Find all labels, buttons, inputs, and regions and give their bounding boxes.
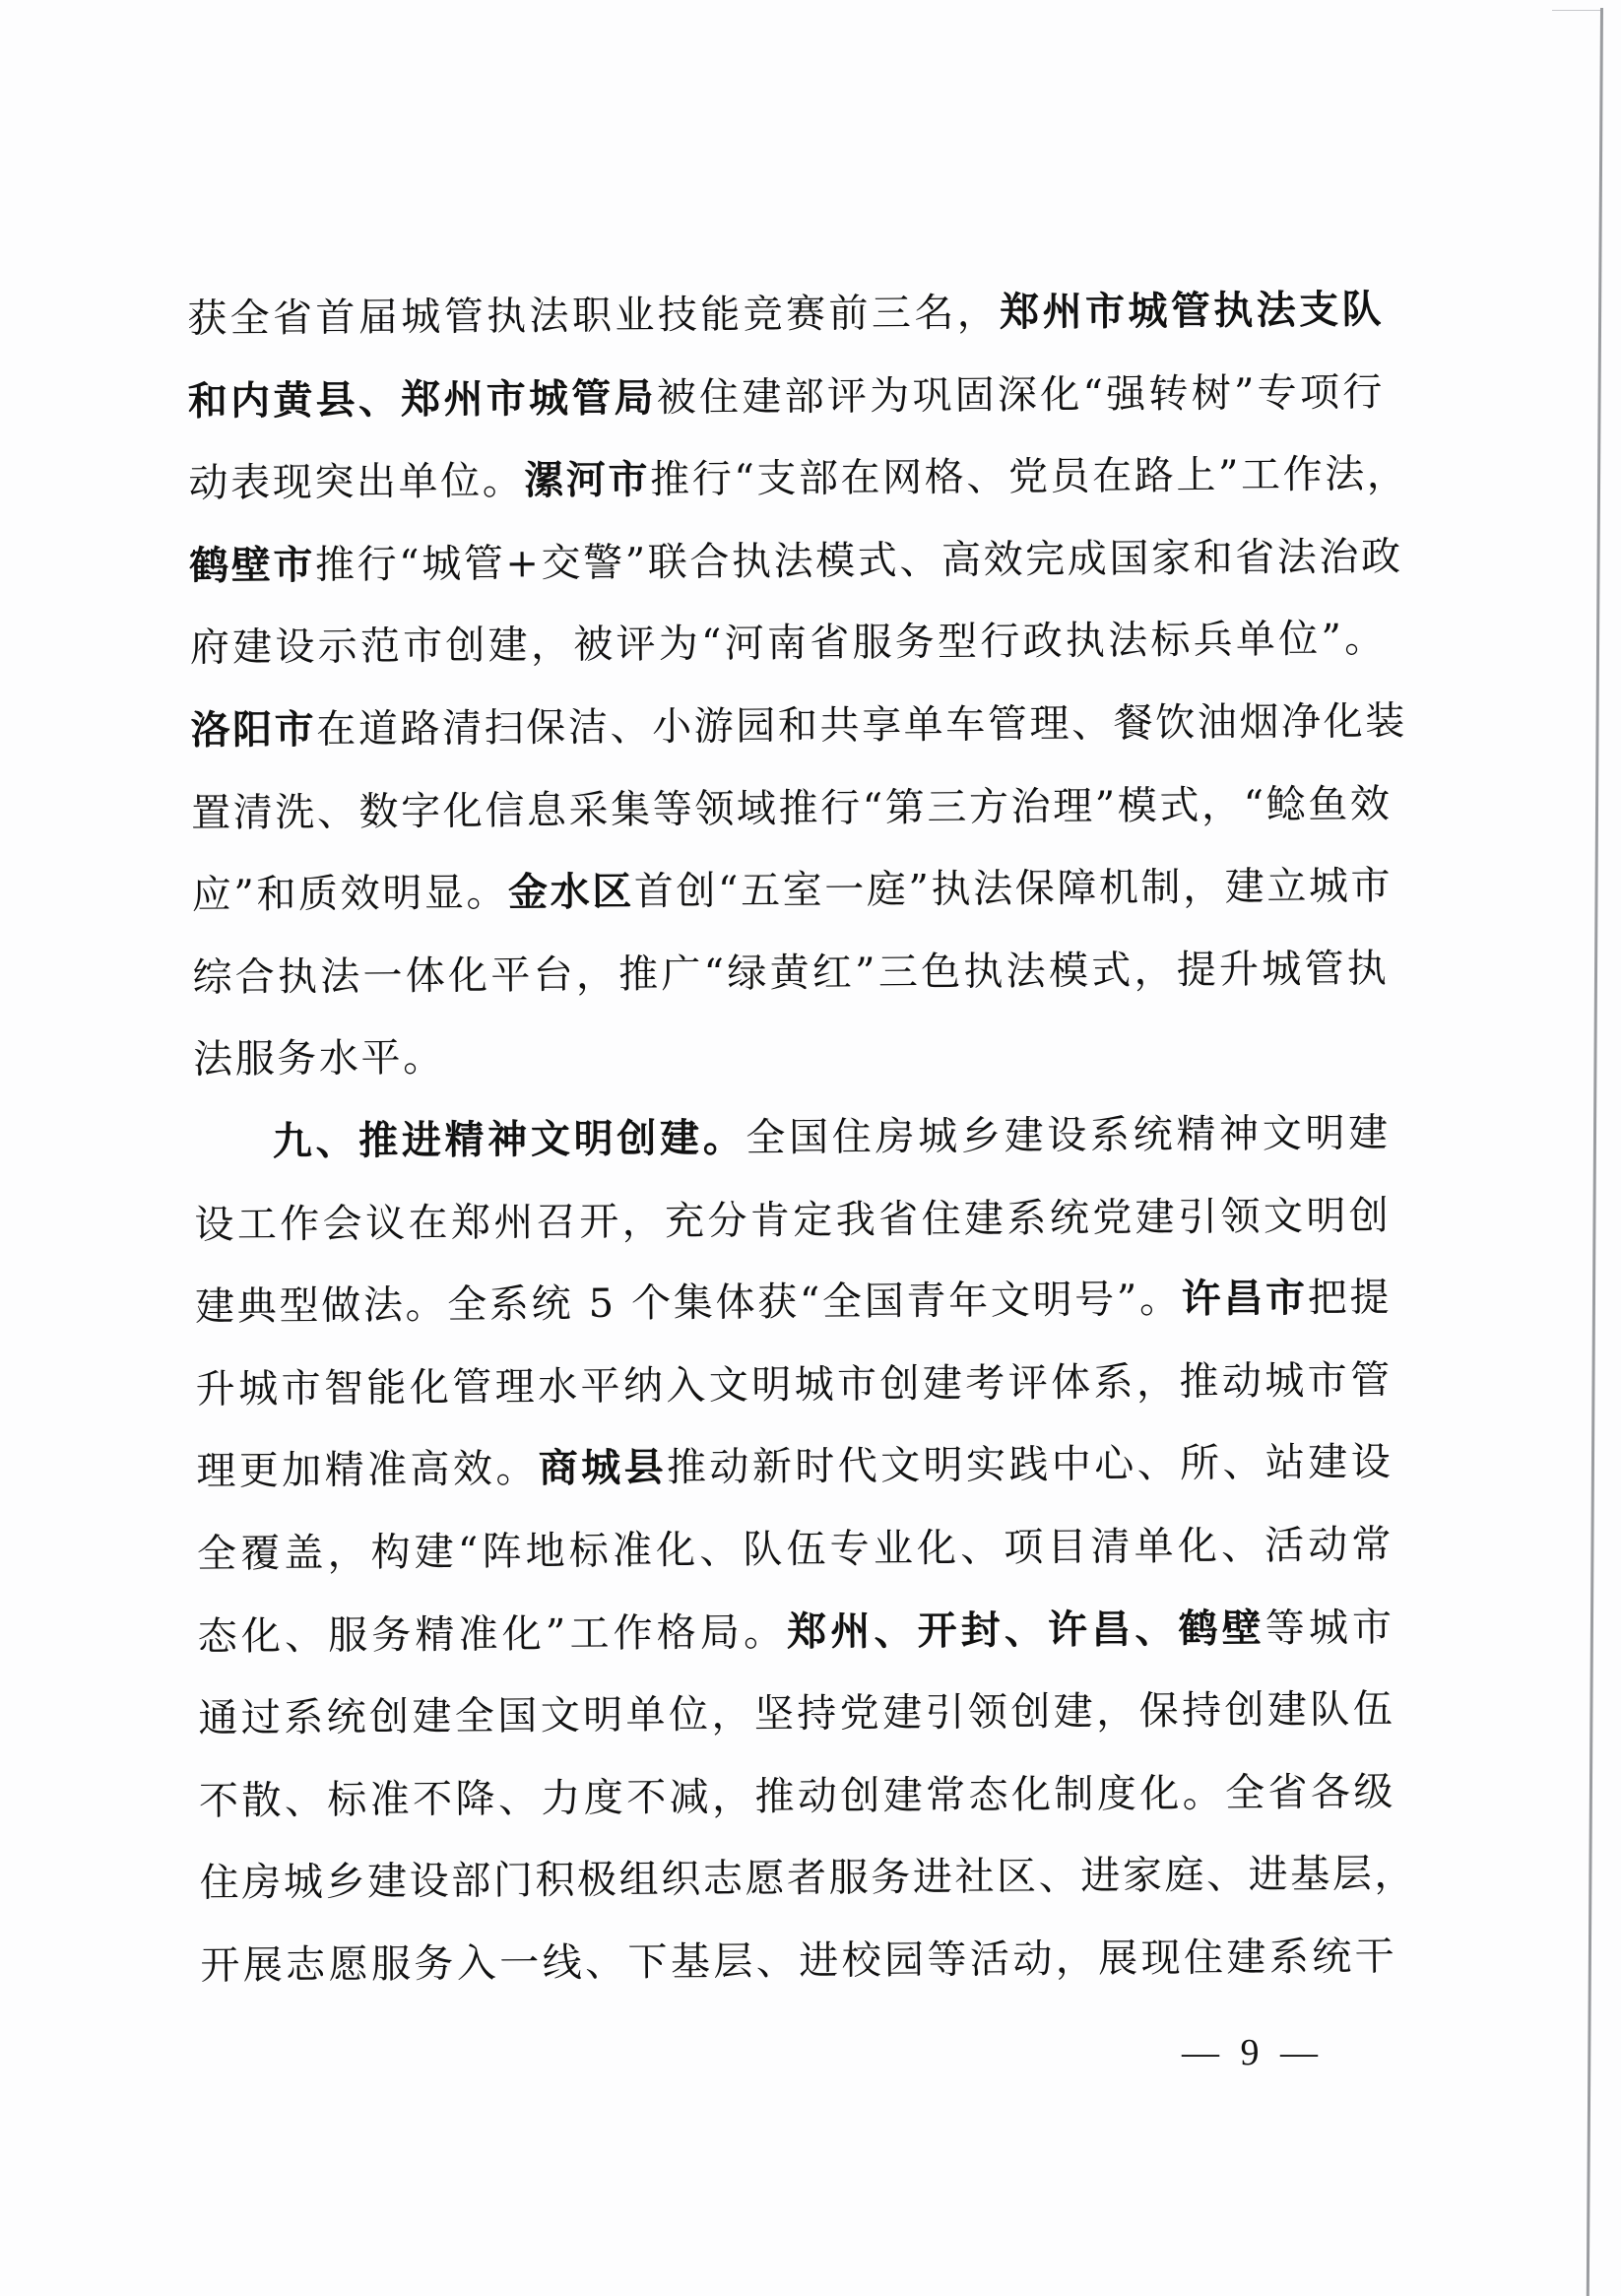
text-segment: 通过系统创建全国文明单位，坚持党建引领创建，保持创建队伍 (198, 1686, 1395, 1742)
text-segment: 获全省首届城管执法职业技能竞赛前三名， (187, 290, 1001, 342)
text-line (198, 1682, 1395, 1774)
text-segment: 全国住房城乡建设系统精神文明建 (746, 1110, 1391, 1161)
text-segment: 动表现突出单位。 (188, 458, 525, 507)
bold-text-segment: 许昌市 (1181, 1276, 1308, 1323)
text-segment: 应”和质效明显。 (191, 870, 509, 919)
text-line (194, 1105, 1392, 1197)
bold-text-segment: 鹤壁市 (189, 542, 316, 589)
paragraph (187, 282, 1409, 1114)
text-segment: 把提 (1307, 1275, 1393, 1322)
text-segment: 全覆盖，构建“阵地标准化、队伍专业化、项目清单化、活动常 (196, 1522, 1394, 1577)
text-segment: 首创“五室一庭”执法保障机制，建立城市 (633, 863, 1394, 915)
text-line (190, 776, 1393, 868)
text-segment: 建典型做法。全系统 5 个集体获“全国青年文明号”。 (194, 1277, 1182, 1331)
text-segment: 法服务水平。 (192, 1035, 445, 1083)
bold-text-segment: 九、推进精神文明创建。 (272, 1115, 746, 1165)
text-line (194, 1188, 1392, 1279)
text-segment: 态化、服务精准化”工作格局。 (197, 1608, 788, 1660)
text-segment: 推行“城管+交警”联合执法模式、高效完成国家和省法治政 (314, 534, 1403, 588)
text-line (187, 282, 1385, 373)
text-line (195, 1271, 1393, 1362)
text-segment: 设工作会议在郑州召开，充分肯定我省住建系统党建引领文明创 (194, 1192, 1392, 1248)
bold-text-segment: 漯河市 (524, 457, 651, 504)
text-segment: 理更加精准高效。 (196, 1446, 539, 1495)
text-line (199, 1847, 1417, 1938)
text-line (188, 447, 1409, 539)
paragraph (194, 1105, 1417, 2020)
text-line (193, 1023, 1391, 1115)
bold-text-segment: 郑州市城管执法支队 (1000, 287, 1385, 336)
bold-text-segment: 郑州、开封、许昌、鹤壁 (787, 1605, 1265, 1655)
text-segment: 府建设示范市创建，被评为“河南省服务型行政执法标兵单位”。 (189, 616, 1387, 672)
text-line (199, 1764, 1396, 1856)
text-line (191, 859, 1394, 951)
text-line (196, 1352, 1394, 1444)
text-line (198, 1600, 1395, 1691)
text-segment: 不散、标准不降、力度不减，推动创建常态化制度化。全省各级 (198, 1769, 1396, 1824)
text-segment: 开展志愿服务入一线、下基层、进校园等活动，展现住建系统干 (200, 1934, 1397, 1989)
text-segment: 推动新时代文明实践中心、所、站建设 (666, 1439, 1394, 1491)
page-number: — 9 — (1182, 2032, 1324, 2073)
text-line (192, 941, 1390, 1032)
text-segment: 在道路清扫保洁、小游园和共享单车管理、餐饮油烟净化装 (316, 698, 1408, 753)
text-line (188, 364, 1386, 456)
text-segment: 推行“支部在网格、党员在路上”工作法， (649, 451, 1409, 503)
text-segment: 住房城乡建设部门积极组织志愿者服务进社区、进家庭、进基层， (199, 1851, 1417, 1907)
text-line (197, 1517, 1394, 1608)
text-line (190, 612, 1388, 703)
text-segment: 置清洗、数字化信息采集等领域推行“第三方治理”模式，“鲶鱼效 (190, 780, 1393, 836)
text-line (189, 529, 1403, 621)
text-line (190, 693, 1408, 785)
text-line (200, 1929, 1397, 2020)
bold-text-segment: 商城县 (538, 1445, 668, 1492)
text-segment: 升城市智能化管理水平纳入文明城市创建考评体系，推动城市管 (195, 1357, 1393, 1412)
text-segment: 综合执法一体化平台，推广“绿黄红”三色执法模式，提升城管执 (192, 946, 1390, 1001)
text-segment: 被住建部评为巩固深化“强转树”专项行 (656, 369, 1386, 421)
bold-text-segment: 洛阳市 (190, 706, 317, 754)
bold-text-segment: 金水区 (507, 869, 635, 916)
page-edge-top (1552, 10, 1603, 11)
bold-text-segment: 和内黄县、郑州市城管局 (187, 374, 657, 425)
document-body (187, 282, 1417, 2020)
page-edge-line (1587, 8, 1603, 2296)
text-segment: 等城市 (1264, 1604, 1394, 1651)
text-line (196, 1435, 1394, 1527)
